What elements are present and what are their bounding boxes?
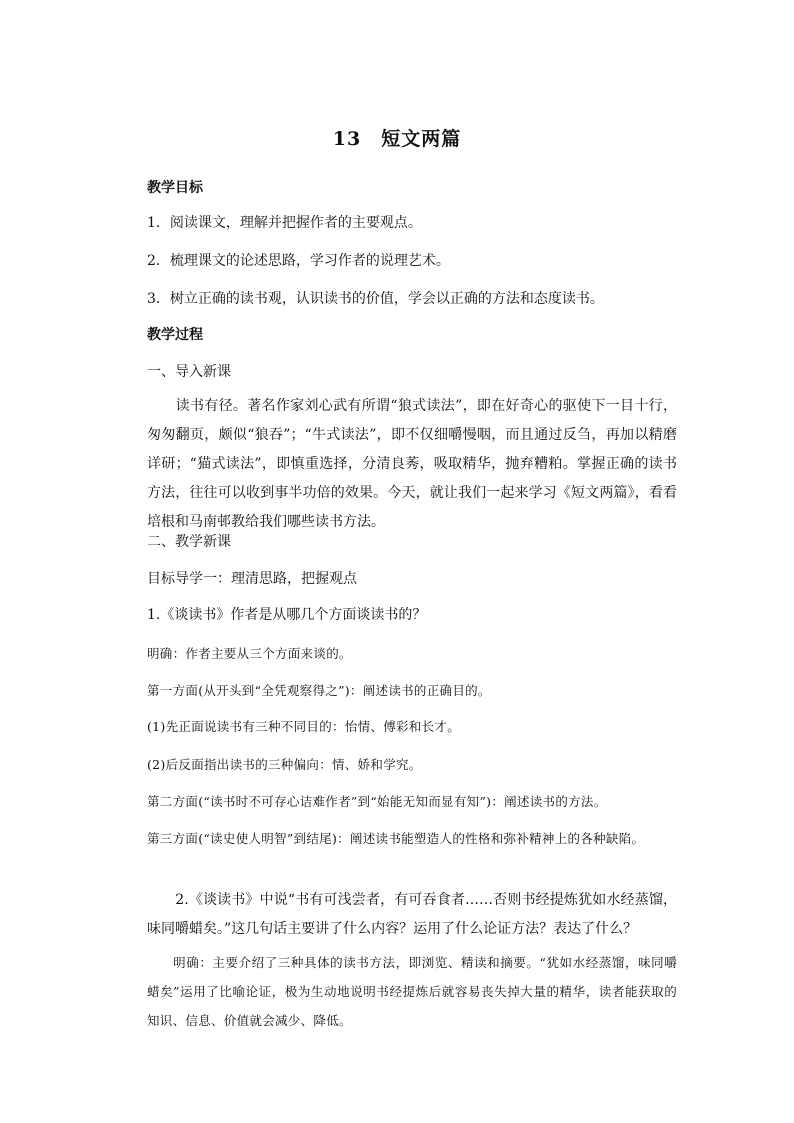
goal-item-3: 3．树立正确的读书观，认识读书的价值，学会以正确的方法和态度读书。 — [147, 291, 604, 307]
answer-1-intro: 明确：作者主要从三个方面来谈的。 — [147, 646, 352, 661]
answer-1-point-3: 第三方面(“读史使人明智”到结尾)：阐述读书能塑造人的性格和弥补精神上的各种缺陷。 — [147, 831, 645, 846]
section-new-lesson-title: 二、教学新课 — [147, 534, 231, 550]
goal-item-2: 2．梳理课文的论述思路，学习作者的说理艺术。 — [147, 253, 450, 269]
target-guide-1: 目标导学一：理清思路，把握观点 — [147, 571, 357, 587]
answer-1-point-1-sub-2: (2)后反面指出读书的三种偏向：情、娇和学究。 — [147, 757, 422, 772]
heading-teaching-process: 教学过程 — [147, 327, 203, 343]
section-intro-title: 一、导入新课 — [147, 364, 231, 380]
question-2: 2.《谈读书》中说“书有可浅尝者，有可吞食者……否则书经提炼犹如水经蒸馏，味同嚼蜡矣。”这几句话主要讲了什么内容？运用了什么论证方法？表达了什么？ — [147, 892, 677, 937]
heading-teaching-goals: 教学目标 — [147, 180, 203, 196]
intro-paragraph: 读书有径。著名作家刘心武有所谓“狼式读法”，即在好奇心的驱使下一目十行，匆匆翻页，颇似“狼吞”；“牛式读法”，即不仅细嚼慢咽，而且通过反刍，再加以精磨详研；“猫式读法”，即慎重选择，分清良莠，吸取精华，抛弃糟粕。掌握正确的读书方法，往往可以收到事半功倍的效果。今天，就让我们一起来学习《短文两篇》，看看培根和马南邨教给我们哪些读书方法。 — [147, 398, 677, 530]
document-title: 13 短文两篇 — [332, 128, 462, 150]
answer-1-point-2: 第二方面(“读书时不可存心诘难作者”到“始能无知而显有知”)：阐述读书的方法。 — [147, 794, 607, 809]
answer-1-point-1: 第一方面(从开头到“全凭观察得之”)：阐述读书的正确目的。 — [147, 683, 491, 698]
answer-1-point-1-sub-1: (1)先正面说读书有三种不同目的：怡情、傅彩和长才。 — [147, 719, 461, 734]
answer-2: 明确：主要介绍了三种具体的读书方法，即浏览、精读和摘要。“犹如水经蒸馏，味同嚼蜡矣”运用了比喻论证，极为生动地说明书经提炼后就容易丧失掉大量的精华，读者能获取的知识、信息、价值就会减少、降低。 — [147, 955, 677, 1028]
question-1: 1.《谈读书》作者是从哪几个方面谈读书的？ — [147, 607, 427, 623]
goal-item-1: 1．阅读课文，理解并把握作者的主要观点。 — [147, 215, 422, 231]
